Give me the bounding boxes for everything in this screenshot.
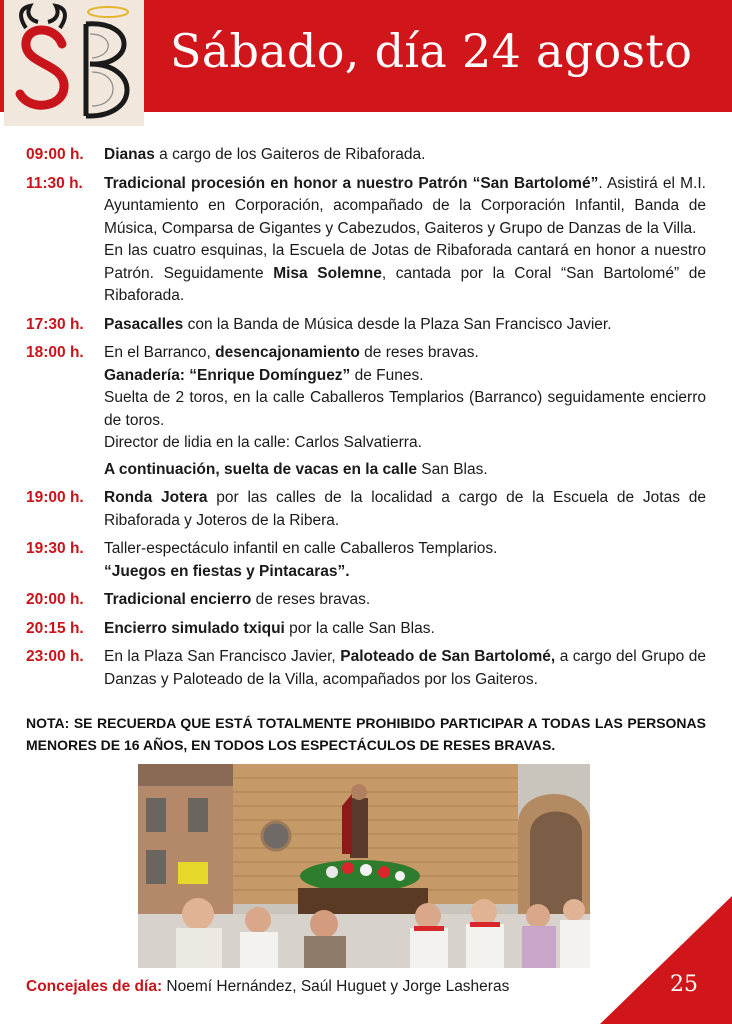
safety-note: NOTA: SE RECUERDA QUE ESTÁ TOTALMENTE PROHIBIDO PARTICIPAR A TODAS LAS PERSONAS MENORES DE 16 AÑOS, EN TODOS LOS ESPECTÁCULOS DE RESES BRAVAS. — [26, 715, 706, 753]
event-name: Dianas — [104, 146, 155, 163]
schedule-entry — [26, 314, 706, 337]
event-detail: de reses bravas. — [251, 591, 371, 608]
fiestas-logo — [4, 0, 144, 126]
entry-time: 23:00 h. — [26, 648, 84, 665]
event-detail: de reses bravas. — [359, 344, 479, 361]
page-title: Sábado, día 24 agosto — [170, 24, 693, 78]
entry-description — [104, 487, 706, 532]
event-detail: En las cuatro esquinas, la Escuela de Jotas de Ribaforada cantará en honor a nuestro Patrón. Seguidamente — [104, 242, 706, 282]
ganaderia-name: Ganadería: “Enrique Domínguez” — [104, 366, 351, 384]
event-name: Tradicional procesión en honor a nuestro Patrón “San Bartolomé” — [104, 174, 599, 192]
footer-label: Concejales de día: — [26, 978, 163, 995]
schedule-list — [26, 144, 706, 697]
event-name: Paloteado de San Bartolomé, — [340, 648, 556, 665]
event-name: Ronda Jotera — [104, 489, 208, 506]
procession-photo — [138, 764, 590, 968]
event-detail: a cargo del Grupo de Danzas y Paloteado de la Villa, acompañados por los Gaiteros. — [104, 648, 707, 688]
event-detail: de Funes. — [350, 366, 424, 384]
schedule-entry — [26, 538, 706, 583]
event-detail: En la Plaza San Francisco Javier, — [104, 648, 341, 665]
event-detail: a cargo de los Gaiteros de Ribaforada. — [154, 146, 426, 163]
event-name: Tradicional encierro — [104, 591, 252, 608]
event-detail: por las calles de la localidad a cargo de la Escuela de Jotas de Ribaforada y Joteros de la Ribera. — [104, 489, 706, 529]
event-detail: Director de lidia en la calle: Carlos Salvatierra. — [104, 434, 422, 451]
event-name: desencajonamiento — [215, 344, 360, 361]
entry-time: 18:00 h. — [26, 344, 84, 361]
entry-time: 19:00 h. — [26, 489, 84, 506]
logo-image — [4, 0, 144, 126]
schedule-entry — [26, 342, 706, 481]
event-name: Misa Solemne — [273, 264, 382, 282]
entry-time: 20:00 h. — [26, 591, 84, 608]
event-name: Encierro simulado txiqui — [104, 619, 285, 637]
entry-description — [104, 173, 706, 308]
page-number: 25 — [670, 972, 698, 997]
event-detail: por la calle San Blas. — [284, 619, 435, 637]
entry-description — [104, 342, 706, 481]
event-detail: con la Banda de Música desde la Plaza San Francisco Javier. — [183, 315, 612, 333]
entry-time: 11:30 h. — [26, 174, 83, 192]
entry-description — [104, 646, 706, 691]
event-detail: , cantada por la Coral “San Bartolomé” de Ribaforada. — [104, 264, 706, 304]
event-detail: Taller-espectáculo infantil en calle Caballeros Templarios. — [104, 540, 498, 557]
entry-time: 17:30 h. — [26, 315, 84, 333]
entry-time: 19:30 h. — [26, 540, 84, 557]
event-detail: San Blas. — [417, 460, 488, 478]
entry-time: 20:15 h. — [26, 619, 84, 637]
event-name: “Juegos en fiestas y Pintacaras”. — [104, 562, 350, 580]
corner-decoration — [600, 896, 732, 1024]
event-name: Pasacalles — [104, 315, 184, 333]
schedule-entry — [26, 173, 706, 308]
schedule-entry — [26, 487, 706, 532]
schedule-entry — [26, 646, 706, 691]
entry-description — [104, 538, 706, 583]
event-detail: En el Barranco, — [104, 344, 216, 361]
schedule-entry — [26, 618, 706, 641]
footer-names: Noemí Hernández, Saúl Huguet y Jorge Lasheras — [162, 978, 510, 995]
event-name: A continuación, suelta de vacas en la calle — [104, 460, 417, 478]
header-banner — [0, 0, 732, 112]
entry-description — [104, 618, 706, 641]
entry-description — [104, 144, 706, 167]
procession-image — [138, 764, 590, 968]
entry-description — [104, 589, 706, 612]
footer-councillors — [26, 976, 509, 998]
entry-description — [104, 314, 706, 337]
event-detail: . Asistirá el M.I. Ayuntamiento en Corporación, acompañado de la Corporación Infantil, Banda de Música, Comparsa de Gigantes y Cabezudos, Gaiteros y Grupo de Danzas de la Villa. — [104, 174, 706, 237]
entry-time: 09:00 h. — [26, 146, 84, 163]
schedule-entry — [26, 144, 706, 167]
event-detail: Suelta de 2 toros, en la calle Caballeros Templarios (Barranco) seguidamente encierro de toros. — [104, 389, 706, 429]
schedule-entry — [26, 589, 706, 612]
